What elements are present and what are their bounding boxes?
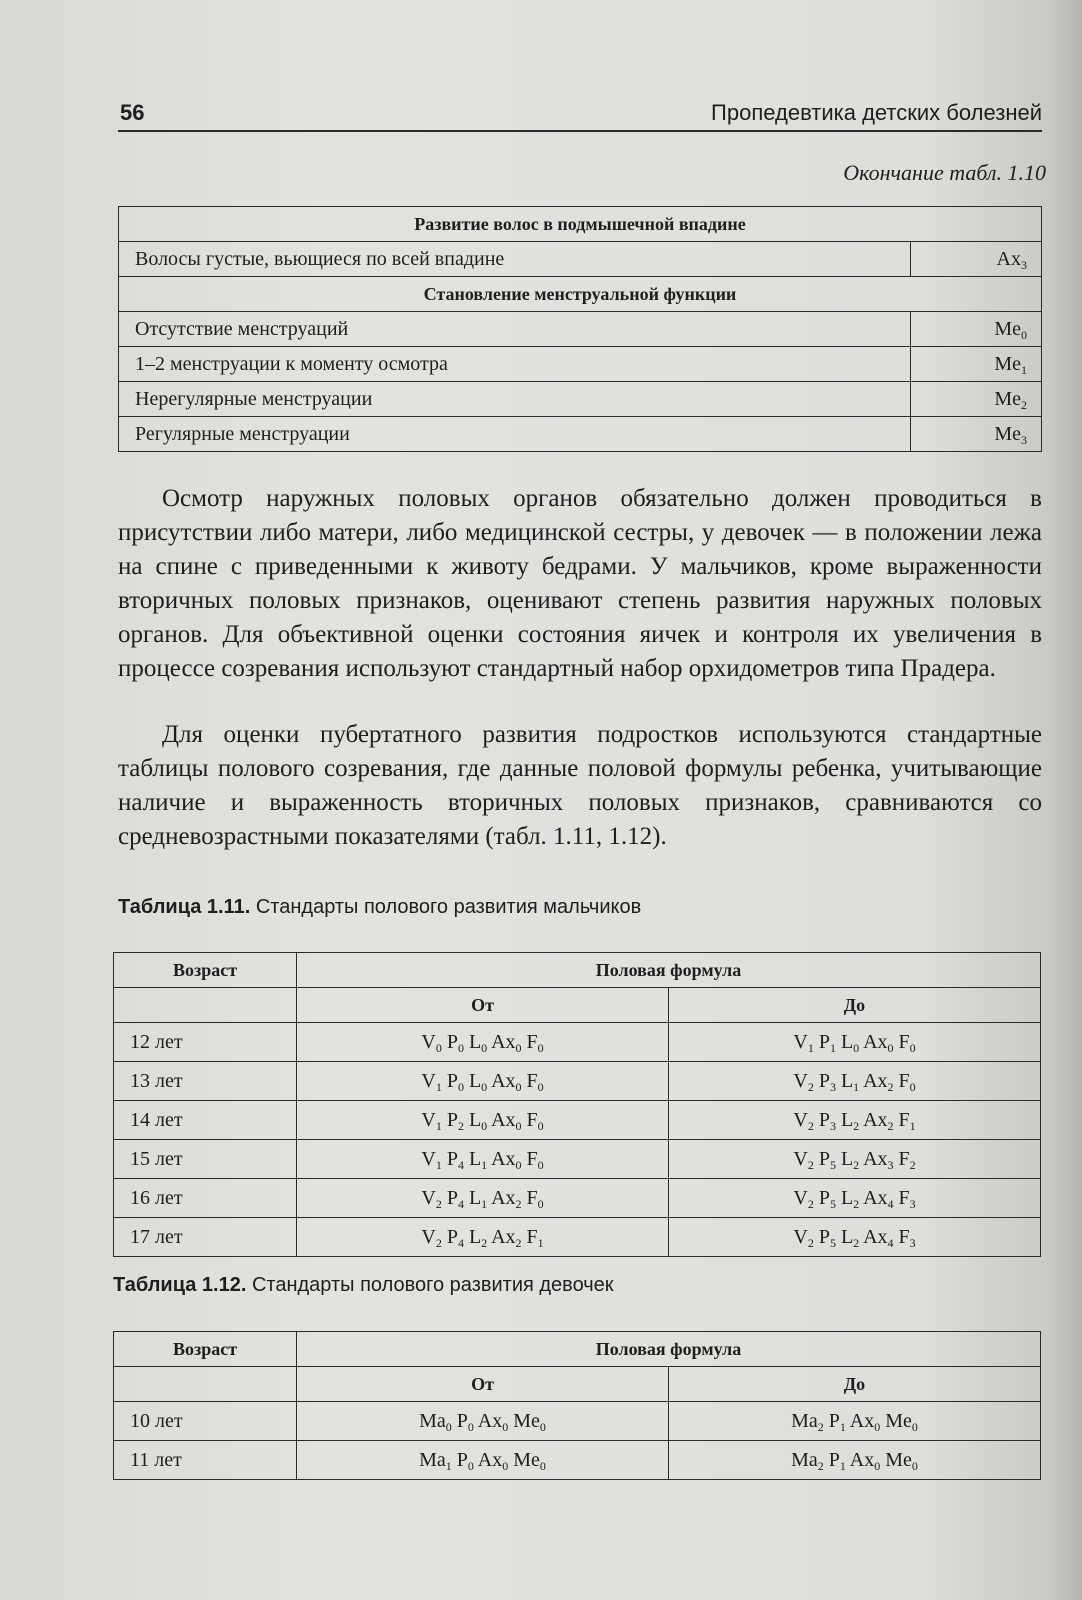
table-1-12 [113,1331,1041,1480]
formula-to-cell: $V_2$ $P_3$ $L_2$ $Ax_2$ $F_1$ [669,1101,1041,1140]
formula-from-cell: $V_2$ $P_4$ $L_2$ $Ax_2$ $F_1$ [297,1218,669,1257]
table-row [114,1218,1041,1257]
table-row [114,1101,1041,1140]
col-from-header: От [297,1367,669,1402]
section-heading: Становление менструальной функции [119,277,1042,312]
section-heading: Развитие волос в подмышечной впадине [119,207,1042,242]
formula-to-cell: $V_2$ $P_3$ $L_1$ $Ax_2$ $F_0$ [669,1062,1041,1101]
age-cell: 12 лет [114,1023,297,1062]
age-cell: 10 лет [114,1402,297,1441]
table-row [119,347,1042,382]
section-row [119,207,1042,242]
table-row [119,242,1042,277]
table-row [114,1140,1041,1179]
col-to-header: До [669,1367,1041,1402]
paragraph: Осмотр наружных половых органов обязательно должен проводиться в присутствии либо матери, либо медицинской сестры, у девочек — в положении лежа на спине с приведенными к животу бедрами. У мальчиков, кроме выраженности вторичных половых признаков, оценивают степень развития наружных половых органов. Для объективной оценки состояния яичек и контроля их увеличения в процессе созревания используют стандартный набор орхидометров типа Прадера. [118,485,1042,682]
col-from-header: От [297,988,669,1023]
formula-to-cell: $V_2$ $P_5$ $L_2$ $Ax_3$ $F_2$ [669,1140,1041,1179]
table-row [119,382,1042,417]
table-row [114,1023,1041,1062]
age-cell: 14 лет [114,1101,297,1140]
row-label: Волосы густые, вьющиеся по всей впадине [119,242,911,277]
table-row [119,417,1042,452]
row-label: Отсутствие менструаций [119,312,911,347]
formula-from-cell: $V_2$ $P_4$ $L_1$ $Ax_2$ $F_0$ [297,1179,669,1218]
row-code: $Me_1$ [911,347,1042,382]
formula-from-cell: $V_1$ $P_2$ $L_0$ $Ax_0$ $F_0$ [297,1101,669,1140]
row-code: $Ax_3$ [911,242,1042,277]
row-label: Регулярные менструации [119,417,911,452]
caption-label: Таблица 1.12. [113,1274,247,1296]
age-cell: 17 лет [114,1218,297,1257]
formula-from-cell: $Ma_1$ $P_0$ $Ax_0$ $Me_0$ [297,1441,669,1480]
table-row [114,1402,1041,1441]
table-continuation-note: Окончание табл. 1.10 [843,160,1046,185]
col-formula-header: Половая формула [297,1332,1041,1367]
table-1-12-caption [113,1274,614,1297]
formula-to-cell: $V_2$ $P_5$ $L_2$ $Ax_4$ $F_3$ [669,1218,1041,1257]
table-row [119,312,1042,347]
table-1-11-caption [118,896,641,919]
formula-from-cell: $V_1$ $P_4$ $L_1$ $Ax_0$ $F_0$ [297,1140,669,1179]
row-code: $Me_0$ [911,312,1042,347]
col-age-header: Возраст [114,1332,297,1367]
caption-label: Таблица 1.11. [118,896,251,918]
table-row [114,1062,1041,1101]
formula-from-cell: $Ma_0$ $P_0$ $Ax_0$ $Me_0$ [297,1402,669,1441]
age-cell: 15 лет [114,1140,297,1179]
age-cell: 11 лет [114,1441,297,1480]
formula-to-cell: $Ma_2$ $P_1$ $Ax_0$ $Me_0$ [669,1441,1041,1480]
col-to-header: До [669,988,1041,1023]
paragraph: Для оценки пубертатного развития подростков используются стандартные таблицы полового созревания, где данные половой формулы ребенка, учитывающие наличие и выраженность вторичных половых признаков, сравниваются со средневозрастными показателями (табл. 1.11, 1.12). [118,721,1042,850]
formula-to-cell: $V_2$ $P_5$ $L_2$ $Ax_4$ $F_3$ [669,1179,1041,1218]
table-row [114,1179,1041,1218]
col-age-header: Возраст [114,953,297,988]
section-row [119,277,1042,312]
table-row [114,1441,1041,1480]
page-number: 56 [120,100,145,125]
row-code: $Me_3$ [911,417,1042,452]
running-title: Пропедевтика детских болезней [711,100,1042,125]
formula-to-cell: $Ma_2$ $P_1$ $Ax_0$ $Me_0$ [669,1402,1041,1441]
age-cell: 16 лет [114,1179,297,1218]
row-label: Нерегулярные менструации [119,382,911,417]
formula-from-cell: $V_1$ $P_0$ $L_0$ $Ax_0$ $F_0$ [297,1062,669,1101]
row-label: 1–2 менструации к моменту осмотра [119,347,911,382]
formula-to-cell: $V_1$ $P_1$ $L_0$ $Ax_0$ $F_0$ [669,1023,1041,1062]
formula-from-cell: $V_0$ $P_0$ $L_0$ $Ax_0$ $F_0$ [297,1023,669,1062]
page-header [118,100,1042,132]
col-formula-header: Половая формула [297,953,1041,988]
row-code: $Me_2$ [911,382,1042,417]
age-cell: 13 лет [114,1062,297,1101]
table-1-10-end [118,206,1042,452]
table-1-11 [113,952,1041,1257]
caption-text: Стандарты полового развития мальчиков [255,896,642,918]
caption-text: Стандарты полового развития девочек [251,1274,614,1296]
